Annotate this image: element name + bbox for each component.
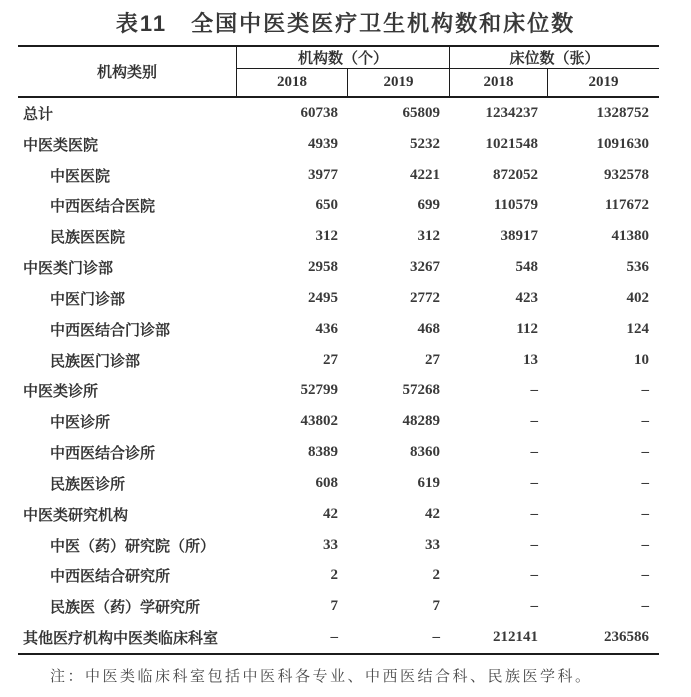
row-value: 7 [330, 598, 338, 615]
row-value: – [641, 567, 649, 584]
row-label: 中西医结合研究所 [50, 568, 171, 586]
row-value: 5232 [410, 135, 440, 152]
row-value: 872052 [493, 166, 538, 183]
row-label: 中西医结合门诊部 [50, 321, 171, 339]
row-label: 民族医（药）学研究所 [50, 599, 201, 617]
row-value: 2958 [308, 259, 338, 276]
row-value: – [641, 382, 649, 399]
row-value: 2495 [308, 289, 338, 306]
header-year-beds-2018: 2018 [450, 69, 548, 96]
row-value: 48289 [402, 413, 440, 430]
header-year-beds-2019: 2019 [588, 74, 619, 90]
row-value: 1091630 [596, 135, 649, 152]
table-row [18, 499, 659, 530]
row-value: 2 [330, 567, 338, 584]
row-value: 110579 [493, 197, 538, 214]
row-value: 536 [626, 259, 649, 276]
row-label: 中医门诊部 [50, 290, 126, 308]
row-value: 57268 [402, 382, 440, 399]
row-value: 33 [323, 536, 338, 553]
row-label: 民族医门诊部 [50, 352, 141, 370]
row-value: – [432, 628, 440, 645]
row-value: 236586 [604, 628, 649, 645]
table-row [18, 314, 659, 345]
row-value: 619 [417, 474, 440, 491]
table-row [18, 591, 659, 622]
table-row [18, 375, 659, 406]
table-row [18, 560, 659, 591]
header-year-institutions-2018: 2018 [237, 69, 348, 96]
row-value: 468 [417, 320, 440, 337]
row-value: 43802 [300, 413, 338, 430]
row-value: 932578 [604, 166, 649, 183]
row-value: 1021548 [485, 135, 538, 152]
row-value: 3267 [410, 259, 440, 276]
row-value: 312 [315, 228, 338, 245]
row-value: 650 [315, 197, 338, 214]
footnote: 注：中医类临床科室包括中医科各专业、中西医结合科、民族医学科。 [50, 669, 593, 685]
row-value: 423 [515, 289, 538, 306]
row-value: 117672 [604, 197, 649, 214]
table-row [18, 129, 659, 160]
row-label: 其他医疗机构中医类临床科室 [23, 629, 219, 647]
row-label: 民族医医院 [50, 229, 126, 247]
row-value: 8389 [308, 444, 338, 461]
row-value: – [530, 444, 538, 461]
row-value: – [530, 536, 538, 553]
table-row [18, 530, 659, 561]
table-row [18, 622, 659, 653]
row-value: 38917 [500, 228, 538, 245]
row-label: 中医类门诊部 [23, 260, 114, 278]
row-value: – [530, 567, 538, 584]
row-value: – [641, 505, 649, 522]
row-value: 699 [417, 197, 440, 214]
row-value: – [530, 598, 538, 615]
table-row [18, 345, 659, 376]
row-value: – [641, 536, 649, 553]
row-label: 中西医结合医院 [50, 198, 156, 216]
page-title: 表11 全国中医类医疗卫生机构数和床位数 [115, 11, 576, 36]
row-value: 10 [634, 351, 649, 368]
row-value: 3977 [308, 166, 338, 183]
row-value: 312 [417, 228, 440, 245]
row-value: 33 [425, 536, 440, 553]
table-row [18, 468, 659, 499]
row-value: 60738 [300, 104, 338, 121]
row-value: 7 [432, 598, 440, 615]
row-value: – [530, 474, 538, 491]
row-value: 65809 [402, 104, 440, 121]
row-value: 42 [323, 505, 338, 522]
row-label: 中医医院 [50, 167, 111, 185]
row-value: 212141 [493, 628, 538, 645]
table-row [18, 437, 659, 468]
row-label: 总计 [23, 105, 54, 123]
row-value: – [641, 474, 649, 491]
row-value: – [641, 598, 649, 615]
row-value: 41380 [611, 228, 649, 245]
table-header [18, 47, 659, 98]
row-value: 1328752 [596, 104, 649, 121]
row-label: 中西医结合诊所 [50, 445, 156, 463]
table-body [18, 98, 659, 655]
statistics-table [18, 45, 659, 655]
row-value: 548 [515, 259, 538, 276]
table-row [18, 283, 659, 314]
table-row [18, 160, 659, 191]
table-row [18, 98, 659, 129]
row-value: – [530, 382, 538, 399]
row-label: 中医类研究机构 [23, 506, 129, 524]
row-value: 27 [323, 351, 338, 368]
row-value: 4939 [308, 135, 338, 152]
row-label: 中医类医院 [23, 136, 99, 154]
row-value: – [530, 413, 538, 430]
header-category: 机构类别 [18, 47, 237, 96]
row-value: 2 [432, 567, 440, 584]
row-value: 124 [626, 320, 649, 337]
header-year-institutions-2019: 2019 [348, 69, 450, 96]
header-group-institutions: 机构数（个） [237, 47, 450, 69]
row-label: 中医类诊所 [23, 383, 99, 401]
row-value: 27 [425, 351, 440, 368]
table-row [18, 252, 659, 283]
row-value: 8360 [410, 444, 440, 461]
row-value: – [641, 413, 649, 430]
row-value: 13 [523, 351, 538, 368]
header-group-beds: 床位数（张） [450, 47, 659, 69]
row-value: – [530, 505, 538, 522]
row-value: 1234237 [485, 104, 538, 121]
row-value: – [330, 628, 338, 645]
row-value: 52799 [300, 382, 338, 399]
row-value: 2772 [410, 289, 440, 306]
row-label: 民族医诊所 [50, 475, 126, 493]
row-value: – [641, 444, 649, 461]
row-label: 中医（药）研究院（所） [50, 537, 216, 555]
row-value: 42 [425, 505, 440, 522]
row-value: 4221 [410, 166, 440, 183]
row-value: 112 [516, 320, 538, 337]
row-value: 608 [315, 474, 338, 491]
table-row [18, 221, 659, 252]
table-row [18, 190, 659, 221]
row-value: 402 [626, 289, 649, 306]
row-label: 中医诊所 [50, 414, 111, 432]
table-row [18, 406, 659, 437]
row-value: 436 [315, 320, 338, 337]
